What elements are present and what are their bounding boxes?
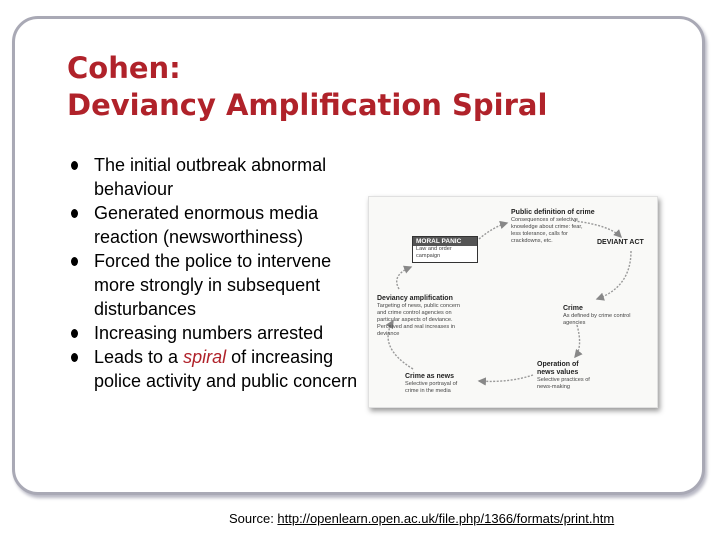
bullet-dot-icon xyxy=(71,353,78,362)
crime-text: As defined by crime control agencies xyxy=(563,313,631,326)
bullet-item xyxy=(70,249,360,321)
arrow-amplification-to-moral-panic xyxy=(397,267,411,289)
bullet-text: The initial outbreak abnormal behaviour xyxy=(94,155,327,199)
moral-panic-box xyxy=(412,236,478,263)
slide-title xyxy=(67,50,627,124)
news-values-text: Selective practices of news-making xyxy=(537,377,590,390)
deviancy-amplification-text: Targeting of news, public concern and crime control agencies on particular aspects of deviance. Perceived and real increases in deviance xyxy=(377,303,461,337)
source-label: Source: xyxy=(229,511,278,526)
moral-panic-heading: MORAL PANIC xyxy=(413,237,477,246)
bullet-dot-icon xyxy=(71,161,78,170)
arrow-news-values-to-crime-news xyxy=(479,375,533,381)
arrow-deviant-to-crime xyxy=(597,251,631,299)
bullet-text: Forced the police to intervene more strongly in subsequent disturbances xyxy=(94,251,332,319)
arrow-moral-panic-to-public xyxy=(479,223,507,239)
source-citation xyxy=(229,511,709,527)
moral-panic-text: Law and order campaign xyxy=(416,246,452,259)
bullet-emphasis-spiral: spiral xyxy=(183,347,227,367)
bullet-item xyxy=(70,201,360,249)
arrow-crime-to-news-values xyxy=(575,325,580,357)
public-definition-text: Consequences of selective knowledge about crime: fear, less tolerance, calls for crackdowns, etc. xyxy=(511,217,583,244)
deviant-act-heading: DEVIANT ACT xyxy=(597,239,644,246)
crime-as-news-text: Selective portrayal of crime in the media xyxy=(405,381,458,394)
bullet-item xyxy=(70,345,360,393)
bullet-item xyxy=(70,321,360,345)
bullet-text: Increasing numbers arrested xyxy=(94,323,324,343)
bullet-text-before: Leads to a xyxy=(94,347,184,367)
news-values-heading: Operation of news values xyxy=(537,361,579,376)
bullet-dot-icon xyxy=(71,329,78,338)
bullet-text: Generated enormous media reaction (newsworthiness) xyxy=(94,203,319,247)
deviancy-amplification-heading: Deviancy amplification xyxy=(377,295,453,302)
crime-heading: Crime xyxy=(563,305,583,312)
bullet-item xyxy=(70,153,360,201)
spiral-diagram xyxy=(368,196,658,408)
bullet-text-after: of increasing police activity and public concern xyxy=(94,347,358,391)
title-line-2: Deviancy Amplification Spiral xyxy=(67,88,548,122)
bullet-dot-icon xyxy=(71,209,78,218)
crime-as-news-heading: Crime as news xyxy=(405,373,455,380)
public-definition-heading: Public definition of crime xyxy=(511,209,595,216)
source-link[interactable]: http://openlearn.open.ac.uk/file.php/1366/formats/print.htm xyxy=(277,511,615,526)
bullet-list xyxy=(70,153,360,393)
title-line-1: Cohen: xyxy=(67,51,181,85)
bullet-dot-icon xyxy=(71,257,78,266)
